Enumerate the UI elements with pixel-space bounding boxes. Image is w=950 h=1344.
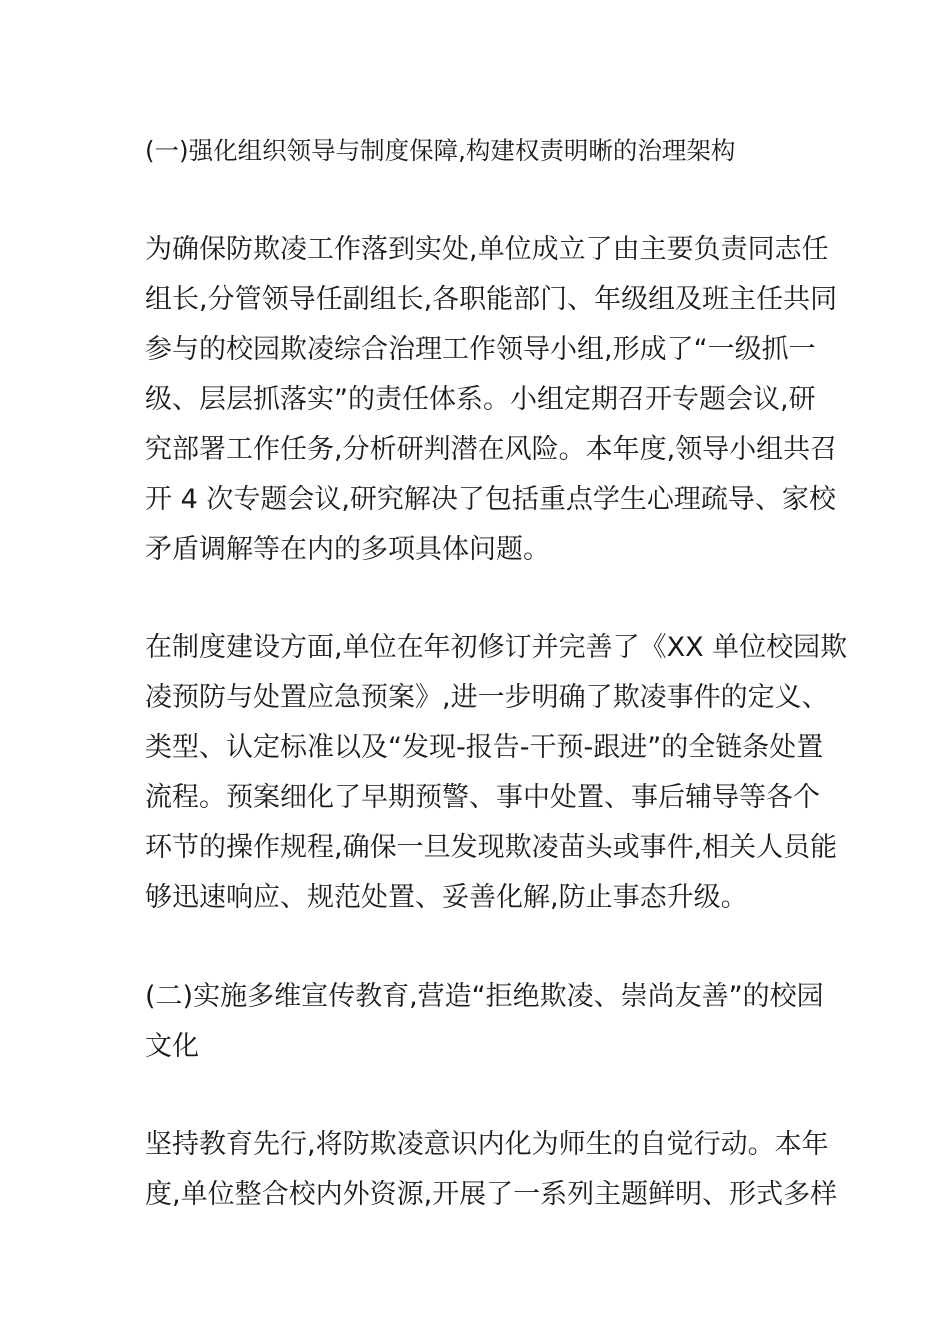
section-heading-2-line-2: 文化 — [145, 1031, 199, 1062]
paragraph-1-line-5: 究部署工作任务,分析研判潜在风险。本年度,领导小组共召 — [145, 434, 838, 465]
paragraph-1-line-1: 为确保防欺凌工作落到实处,单位成立了由主要负责同志任 — [145, 234, 829, 265]
paragraph-3-line-1: 坚持教育先行,将防欺凌意识内化为师生的自觉行动。本年 — [145, 1129, 829, 1160]
paragraph-3-line-2: 度,单位整合校内外资源,开展了一系列主题鲜明、形式多样 — [145, 1179, 838, 1210]
paragraph-1-line-4: 级、层层抓落实”的责任体系。小组定期召开专题会议,研 — [145, 384, 816, 415]
paragraph-2-line-2: 凌预防与处置应急预案》,进一步明确了欺凌事件的定义、 — [145, 682, 829, 713]
paragraph-2-line-4: 流程。预案细化了早期预警、事中处置、事后辅导等各个 — [145, 782, 820, 813]
paragraph-1-line-6: 开 4 次专题会议,研究解决了包括重点学生心理疏导、家校 — [145, 484, 836, 515]
section-heading-1: (一)强化组织领导与制度保障,构建权责明晰的治理架构 — [145, 136, 736, 165]
section-heading-2-line-1: (二)实施多维宣传教育,营造“拒绝欺凌、崇尚友善”的校园 — [145, 981, 824, 1012]
paragraph-2-line-6: 够迅速响应、规范处置、妥善化解,防止事态升级。 — [145, 882, 748, 913]
paragraph-1-line-3: 参与的校园欺凌综合治理工作领导小组,形成了“一级抓一 — [145, 334, 816, 365]
paragraph-2-line-5: 环节的操作规程,确保一旦发现欺凌苗头或事件,相关人员能 — [145, 832, 838, 863]
paragraph-2-line-3: 类型、认定标准以及“发现-报告-干预-跟进”的全链条处置 — [145, 732, 824, 763]
paragraph-1-line-7: 矛盾调解等在内的多项具体问题。 — [145, 534, 550, 565]
paragraph-1-line-2: 组长,分管领导任副组长,各职能部门、年级组及班主任共同 — [145, 284, 838, 315]
paragraph-2-line-1: 在制度建设方面,单位在年初修订并完善了《XX 单位校园欺 — [145, 632, 848, 663]
